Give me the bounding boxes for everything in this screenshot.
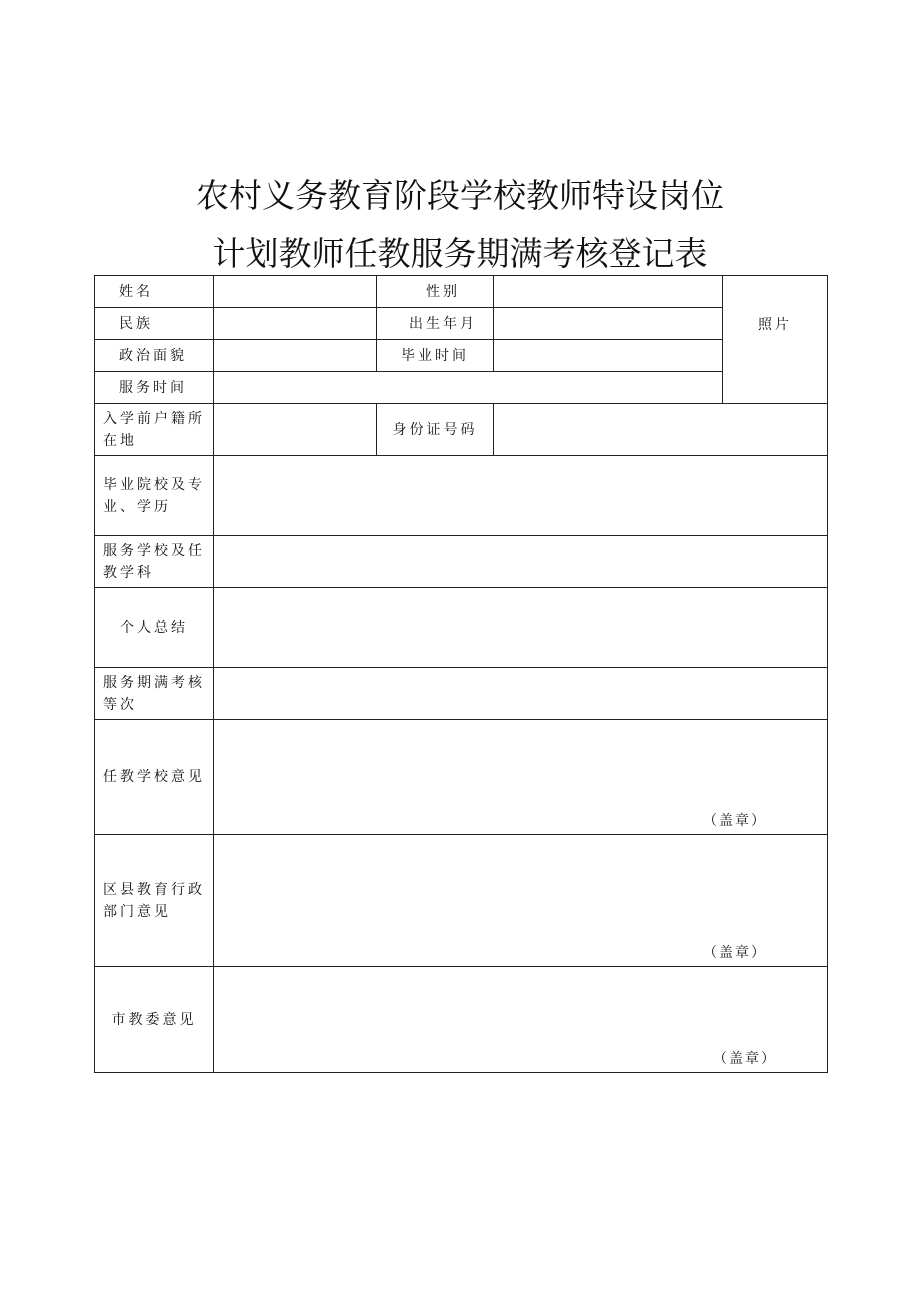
school-major-label: 毕业院校及专业、学历	[103, 476, 205, 515]
school-major-label-cell	[95, 456, 214, 536]
district-seal-label: （盖章）	[703, 945, 767, 961]
hukou-label-cell	[95, 404, 214, 456]
school-opinion-input-cell[interactable]	[214, 720, 828, 835]
birth-input-cell[interactable]	[494, 308, 723, 340]
photo-cell[interactable]	[723, 276, 828, 404]
grade-input-cell[interactable]	[214, 668, 828, 720]
political-input-cell[interactable]	[214, 340, 377, 372]
grade-label-cell	[95, 668, 214, 720]
summary-label-cell	[95, 588, 214, 668]
gender-label-cell	[377, 276, 494, 308]
service-school-label: 服务学校及任教学科	[103, 542, 205, 581]
service-time-input-cell[interactable]	[214, 372, 723, 404]
political-label: 政治面貌	[119, 347, 187, 364]
photo-label: 照片	[758, 316, 792, 333]
service-time-label-cell	[95, 372, 214, 404]
service-school-label-cell	[95, 536, 214, 588]
id-label: 身份证号码	[392, 421, 478, 438]
name-label-cell	[95, 276, 214, 308]
ethnicity-input-cell[interactable]	[214, 308, 377, 340]
grade-label: 服务期满考核等次	[103, 674, 205, 713]
city-opinion-input-cell[interactable]	[214, 967, 828, 1073]
ethnicity-label-cell	[95, 308, 214, 340]
service-time-label: 服务时间	[119, 379, 187, 396]
school-opinion-label: 任教学校意见	[103, 769, 205, 785]
district-opinion-label-cell	[95, 835, 214, 967]
graduation-time-label-cell	[377, 340, 494, 372]
gender-input-cell[interactable]	[494, 276, 723, 308]
district-opinion-input-cell[interactable]	[214, 835, 828, 967]
name-label: 姓名	[119, 283, 153, 300]
summary-label: 个人总结	[120, 619, 188, 636]
gender-label: 性别	[426, 283, 460, 300]
district-opinion-label: 区县教育行政部门意见	[103, 881, 205, 920]
hukou-input-cell[interactable]	[214, 404, 377, 456]
birth-label-cell	[377, 308, 494, 340]
graduation-time-input-cell[interactable]	[494, 340, 723, 372]
school-seal-label: （盖章）	[703, 813, 767, 829]
city-opinion-label-cell	[95, 967, 214, 1073]
hukou-label: 入学前户籍所在地	[103, 410, 205, 449]
school-opinion-label-cell	[95, 720, 214, 835]
political-label-cell	[95, 340, 214, 372]
form-title-line1: 农村义务教育阶段学校教师特设岗位	[196, 176, 724, 215]
ethnicity-label: 民族	[119, 315, 153, 332]
registration-form-table	[94, 275, 828, 1073]
form-title-line2: 计划教师任教服务期满考核登记表	[212, 234, 708, 273]
service-school-input-cell[interactable]	[214, 536, 828, 588]
city-opinion-label: 市教委意见	[111, 1011, 197, 1028]
id-label-cell	[377, 404, 494, 456]
birth-label: 出生年月	[409, 315, 477, 332]
graduation-time-label: 毕业时间	[401, 347, 469, 364]
summary-input-cell[interactable]	[214, 588, 828, 668]
school-major-input-cell[interactable]	[214, 456, 828, 536]
id-input-cell[interactable]	[494, 404, 828, 456]
name-input-cell[interactable]	[214, 276, 377, 308]
city-seal-label: （盖章）	[713, 1051, 777, 1067]
